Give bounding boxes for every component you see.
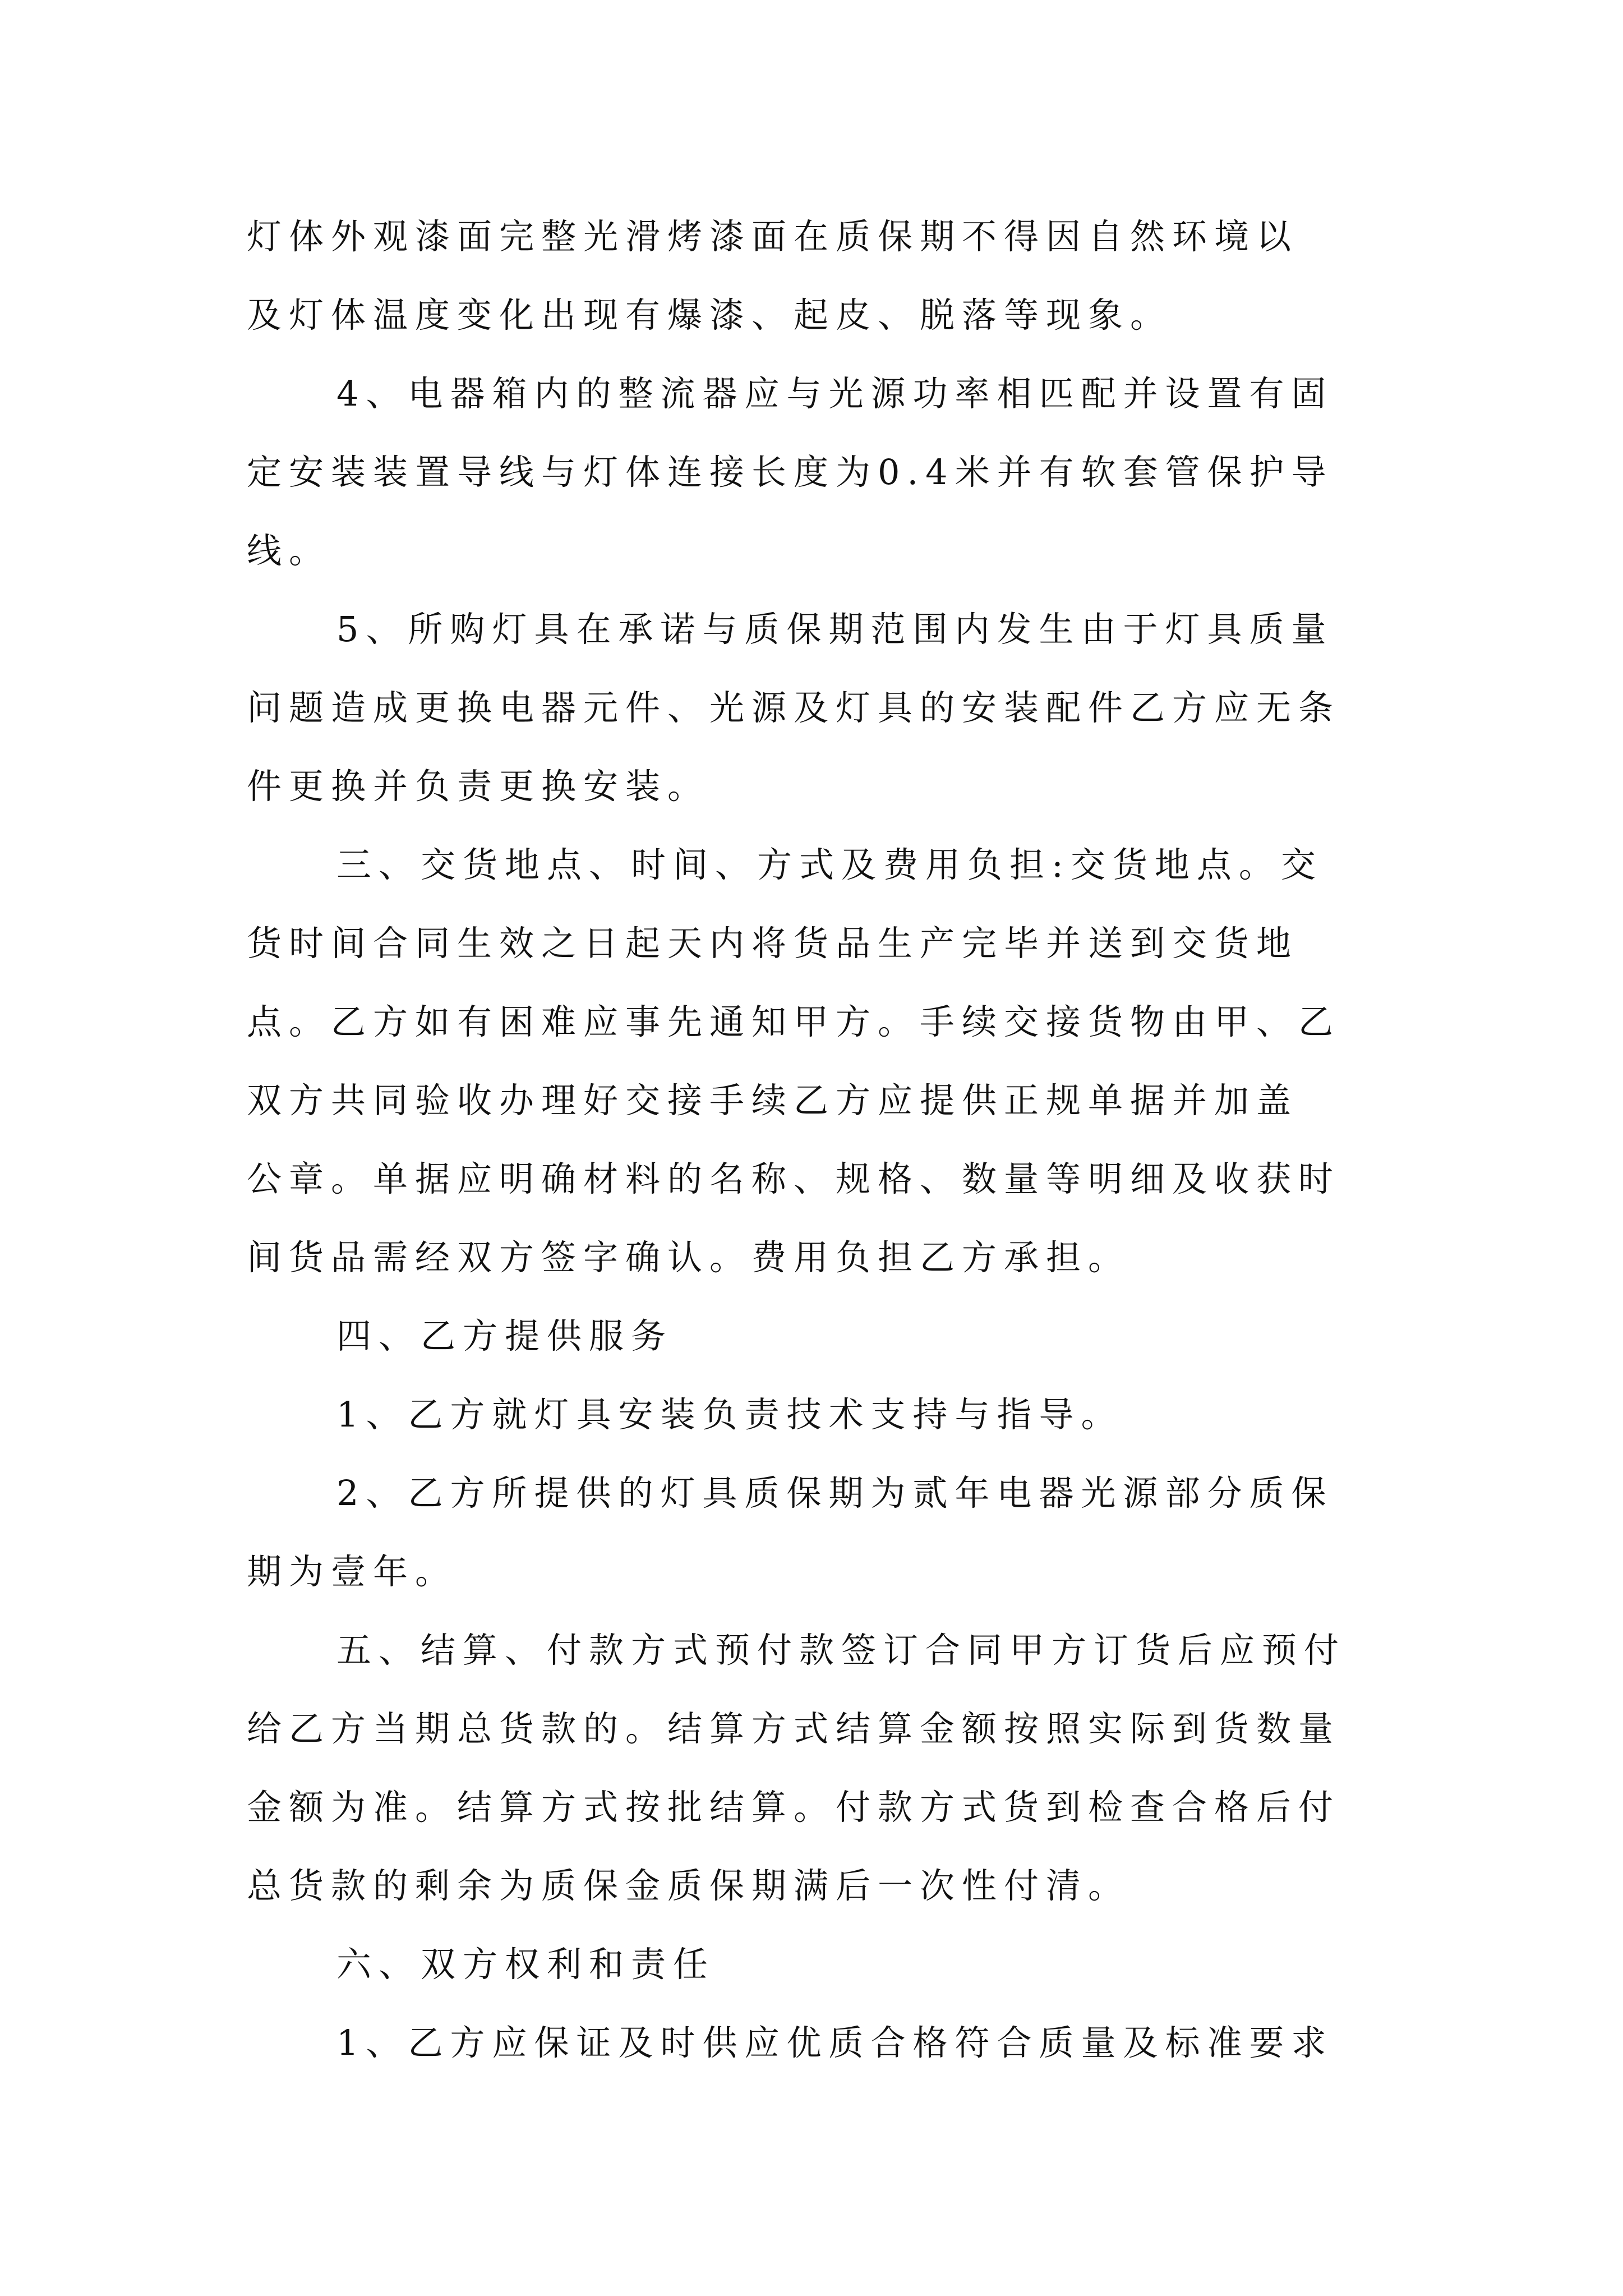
section-6-heading: 六、双方权利和责任: [336, 1944, 716, 1985]
section-3-heading-line: 三、交货地点、时间、方式及费用负担:交货地点。交: [336, 844, 1323, 885]
section-4-heading: 四、乙方提供服务: [336, 1315, 674, 1356]
document-body: [247, 197, 1391, 2082]
body-line: 期为壹年。: [247, 1551, 458, 1592]
body-line-continuation: 及灯体温度变化出现有爆漆、起皮、脱落等现象。: [247, 295, 1173, 335]
body-line-continuation: 灯体外观漆面完整光滑烤漆面在质保期不得因自然环境以: [247, 216, 1299, 257]
body-line: 金额为准。结算方式按批结算。付款方式货到检查合格后付: [247, 1787, 1341, 1828]
section-4-clause-1: 1、乙方就灯具安装负责技术支持与指导。: [336, 1394, 1123, 1435]
section-6-clause-1-first-line: 1、乙方应保证及时供应优质合格符合质量及标准要求: [336, 2022, 1334, 2063]
body-line: 点。乙方如有困难应事先通知甲方。手续交接货物由甲、乙: [247, 1001, 1341, 1042]
clause-4-first-line: 4、电器箱内的整流器应与光源功率相匹配并设置有固: [336, 373, 1334, 414]
body-line: 货时间合同生效之日起天内将货品生产完毕并送到交货地: [247, 923, 1299, 964]
body-line: 问题造成更换电器元件、光源及灯具的安装配件乙方应无条: [247, 687, 1341, 728]
body-line: 给乙方当期总货款的。结算方式结算金额按照实际到货数量: [247, 1708, 1341, 1749]
body-line: 件更换并负责更换安装。: [247, 766, 710, 807]
body-line: 双方共同验收办理好交接手续乙方应提供正规单据并加盖: [247, 1080, 1299, 1121]
clause-5-first-line: 5、所购灯具在承诺与质保期范围内发生由于灯具质量: [336, 609, 1334, 650]
body-line: 间货品需经双方签字确认。费用负担乙方承担。: [247, 1237, 1131, 1278]
section-5-heading-line: 五、结算、付款方式预付款签订合同甲方订货后应预付: [336, 1630, 1347, 1671]
body-line: 总货款的剩余为质保金质保期满后一次性付清。: [247, 1865, 1131, 1906]
body-line: 定安装装置导线与灯体连接长度为0.4米并有软套管保护导: [247, 452, 1334, 493]
body-line: 公章。单据应明确材料的名称、规格、数量等明细及收获时: [247, 1158, 1341, 1199]
body-line: 线。: [247, 530, 331, 571]
section-4-clause-2-first-line: 2、乙方所提供的灯具质保期为贰年电器光源部分质保: [336, 1473, 1334, 1513]
